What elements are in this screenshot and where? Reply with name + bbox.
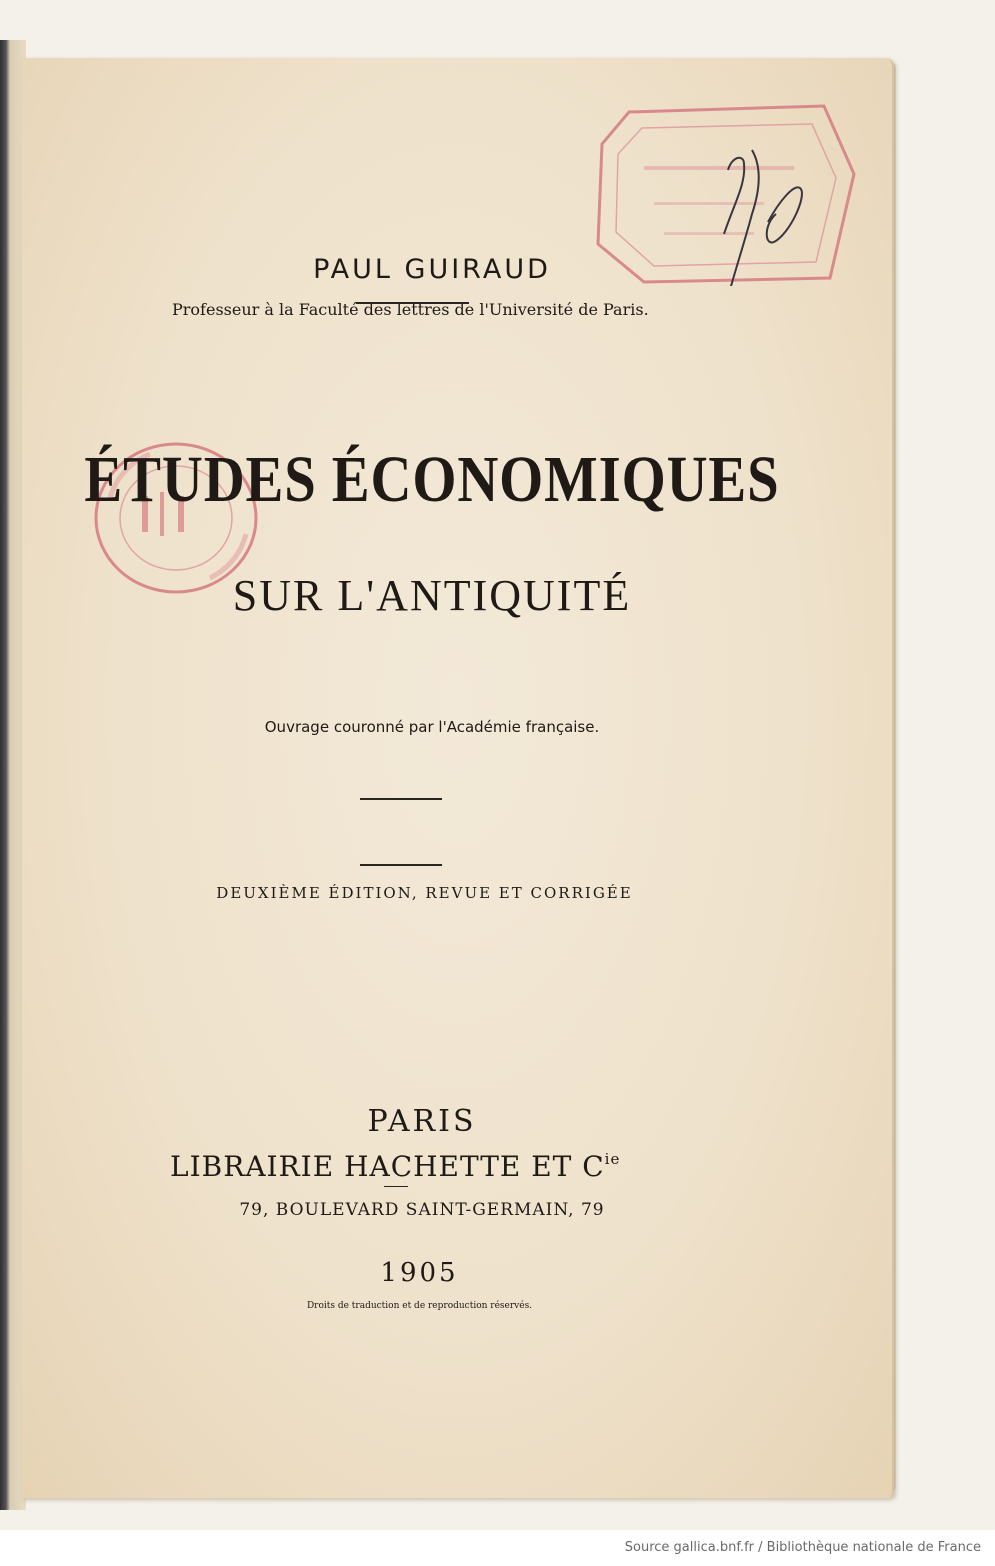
rights-notice: Droits de traduction et de reproduction réservés. [306, 1301, 533, 1311]
divider-rule-year [384, 1186, 408, 1187]
publisher-name-text: LIBRAIRIE HACHETTE ET C [170, 1150, 605, 1183]
publisher-address: 79, BOULEVARD SAINT-GERMAIN, 79 [239, 1200, 605, 1220]
publication-city: PARIS [367, 1104, 477, 1139]
award-note: Ouvrage couronné par l'Académie française. [264, 718, 600, 736]
book-subtitle: SUR L'ANTIQUITÉ [232, 571, 632, 620]
divider-rule-edition-top [360, 798, 442, 800]
divider-rule-edition-bottom [360, 864, 442, 866]
book-title: ÉTUDES ÉCONOMIQUES [84, 443, 780, 516]
author-affiliation: Professeur à la Faculté des lettres de l'Université de Paris. [172, 300, 649, 319]
publication-year: 1905 [380, 1258, 459, 1288]
divider-rule-top [356, 302, 469, 304]
author-name: PAUL GUIRAUD [313, 254, 551, 285]
source-credit: Source gallica.bnf.fr / Bibliothèque nationale de France [624, 1540, 981, 1555]
publisher-suffix: ie [604, 1150, 621, 1168]
publisher-name [170, 1150, 620, 1183]
title-page [22, 58, 894, 1498]
edition-statement: DEUXIÈME ÉDITION, REVUE ET CORRIGÉE [216, 884, 633, 902]
